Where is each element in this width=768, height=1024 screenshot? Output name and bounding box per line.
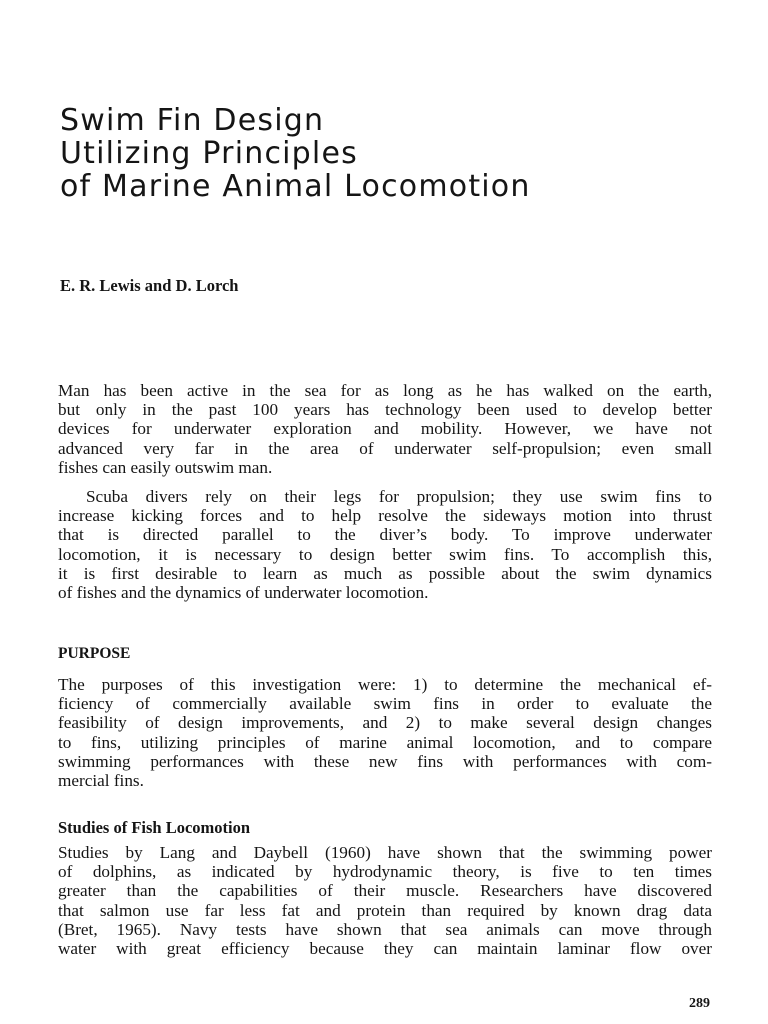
text-line: water with great efficiency because they can maintain laminar flow over [58,939,712,959]
text-line: fishes can easily outswim man. [58,457,273,477]
text-line: to fins, utilizing principles of marine animal locomotion, and to compare [58,732,712,752]
text-line: mercial fins. [58,771,144,791]
subsection-heading-fish-locomotion: Studies of Fish Locomotion [58,818,251,837]
text-line: of fishes and the dynamics of underwater locomotion. [58,583,429,603]
page-number: 289 [689,996,710,1011]
text-line: feasibility of design improvements, and 2) to make several design changes [58,713,712,733]
intro-paragraph-1 [58,381,712,477]
text-line: increase kicking forces and to help resolve the sideways motion into thrust [58,506,712,526]
title-line-2: Utilizing Principles [60,136,358,171]
text-line: but only in the past 100 years has technology been used to develop better [58,400,712,420]
intro-paragraph-2 [58,487,712,602]
text-line: locomotion, it is necessary to design better swim fins. To accomplish this, [58,544,712,564]
purpose-paragraph [58,675,712,790]
text-line: that is directed parallel to the diver’s body. To improve underwater [58,525,712,545]
text-line: The purposes of this investigation were: 1) to determine the mechanical ef- [58,675,712,694]
text-line: swimming performances with these new fins with performances with com- [58,751,712,771]
title-line-3: of Marine Animal Locomotion [60,169,531,204]
text-line: greater than the capabilities of their muscle. Researchers have discovered [58,881,712,901]
text-line: that salmon use far less fat and protein than required by known drag data [58,900,712,920]
text-line: devices for underwater exploration and mobility. However, we have not [58,419,712,439]
text-line: Studies by Lang and Daybell (1960) have shown that the swimming power [58,843,712,862]
text-line: Man has been active in the sea for as long as he has walked on the earth, [58,381,712,400]
paper-title [60,104,720,203]
text-line: (Bret, 1965). Navy tests have shown that sea animals can move through [58,919,712,939]
section-heading-purpose: PURPOSE [58,645,131,662]
text-line: of dolphins, as indicated by hydrodynamic theory, is five to ten times [58,862,712,882]
authors: E. R. Lewis and D. Lorch [60,276,239,295]
title-line-1: Swim Fin Design [60,103,325,138]
fish-locomotion-paragraph [58,843,712,958]
text-line: Scuba divers rely on their legs for propulsion; they use swim fins to [86,487,712,506]
text-line: advanced very far in the area of underwater self-propulsion; even small [58,438,712,458]
text-line: it is first desirable to learn as much as possible about the swim dynamics [58,563,712,583]
text-line: ficiency of commercially available swim fins in order to evaluate the [58,694,712,714]
